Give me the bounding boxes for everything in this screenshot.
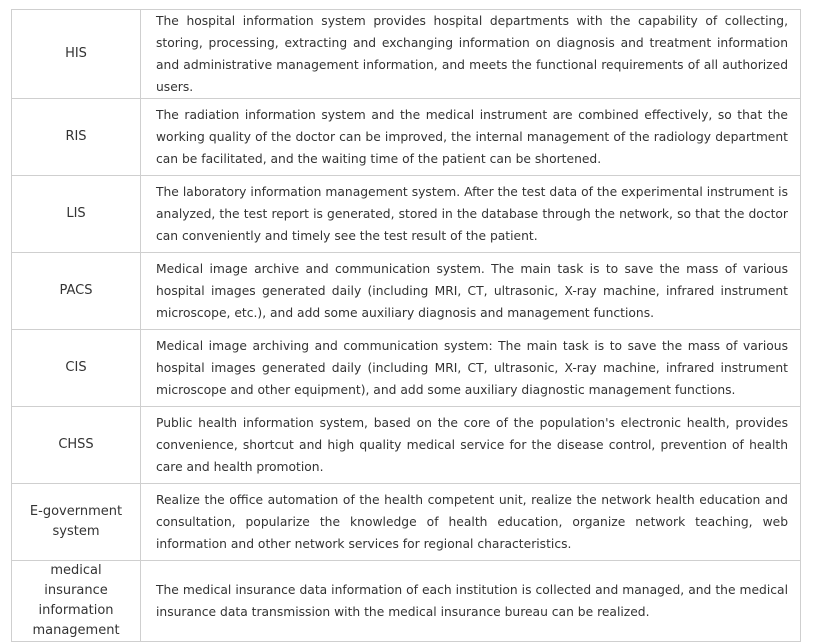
system-description: Medical image archiving and communication system: The main task is to save the mass of various hospital images generated daily (including MRI, CT, ultrasonic, X-ray machine, infrared instrument microscope and other equipment), and add some auxiliary diagnostic management functions. (141, 330, 801, 407)
system-name: CHSS (12, 407, 141, 484)
system-description: Medical image archive and communication system. The main task is to save the mass of various hospital images generated daily (including MRI, CT, ultrasonic, X-ray machine, infrared instrument microscope, etc.), and add some auxiliary diagnosis and management functions. (141, 253, 801, 330)
system-description: The radiation information system and the medical instrument are combined effectively, so that the working quality of the doctor can be improved, the internal management of the radiology department can be facilitated, and the waiting time of the patient can be shortened. (141, 99, 801, 176)
table-row (12, 407, 801, 484)
table-row (12, 176, 801, 253)
table-row (12, 99, 801, 176)
system-name: HIS (12, 10, 141, 99)
table-row (12, 10, 801, 99)
system-description: Realize the office automation of the health competent unit, realize the network health education and consultation, popularize the knowledge of health education, organize network teaching, web information and other network services for regional characteristics. (141, 484, 801, 561)
system-description: Public health information system, based on the core of the population's electronic health, provides convenience, shortcut and high quality medical service for the disease control, prevention of health care and health promotion. (141, 407, 801, 484)
system-description: The laboratory information management system. After the test data of the experimental instrument is analyzed, the test report is generated, stored in the database through the network, so that the doctor can conveniently and timely see the test result of the patient. (141, 176, 801, 253)
table-row (12, 330, 801, 407)
system-name: PACS (12, 253, 141, 330)
table-row (12, 561, 801, 642)
table-row (12, 253, 801, 330)
systems-table (11, 9, 801, 642)
system-description: The hospital information system provides hospital departments with the capability of collecting, storing, processing, extracting and exchanging information on diagnosis and treatment information and administrative management information, and meets the functional requirements of all authorized users. (141, 10, 801, 99)
system-name: RIS (12, 99, 141, 176)
system-name: E-government system (12, 484, 141, 561)
system-name: CIS (12, 330, 141, 407)
system-name: medical insurance information management (12, 561, 141, 642)
system-name: LIS (12, 176, 141, 253)
table-row (12, 484, 801, 561)
system-description: The medical insurance data information of each institution is collected and managed, and the medical insurance data transmission with the medical insurance bureau can be realized. (141, 561, 801, 642)
